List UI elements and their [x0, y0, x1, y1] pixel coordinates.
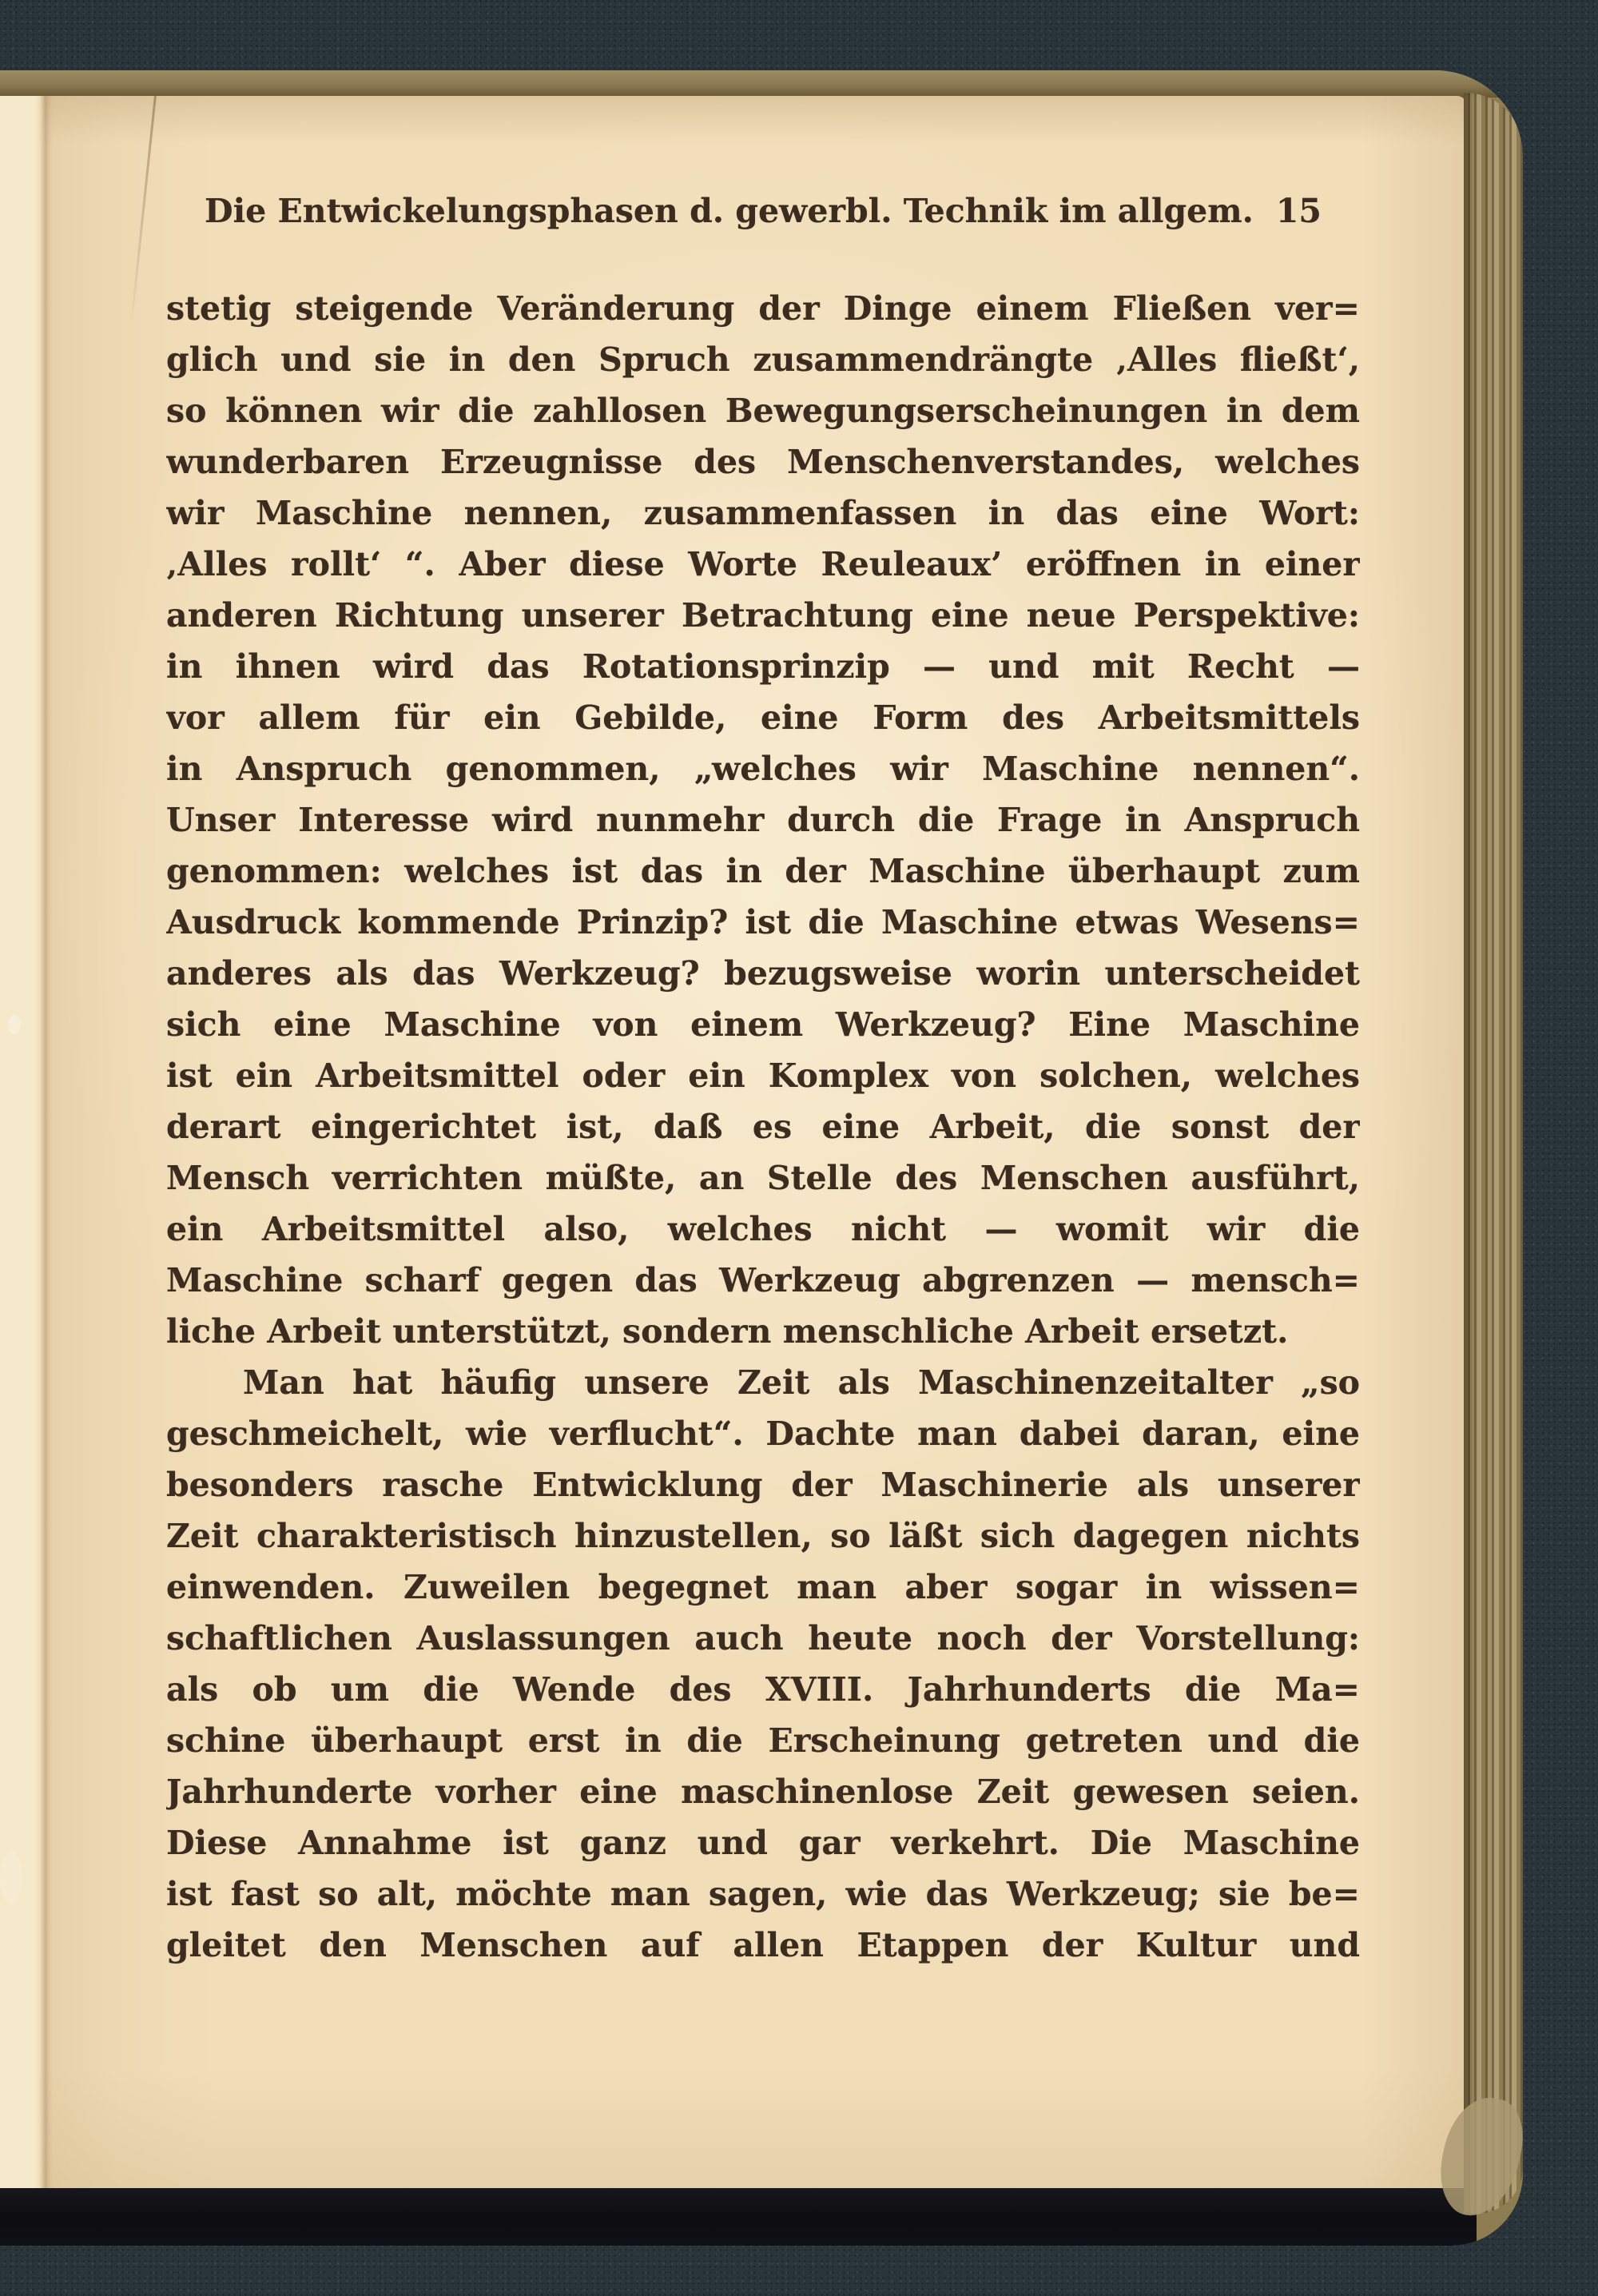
body-line: Man hat häufig unsere Zeit als Maschinenzeitalter „so: [243, 1363, 1360, 1402]
body-line: genommen: welches ist das in der Maschine überhaupt zum: [166, 852, 1360, 890]
body-line: stetig steigende Veränderung der Dinge einem Fließen ver=: [166, 289, 1360, 328]
body-line: schaftlichen Auslassungen auch heute noch der Vorstellung:: [166, 1619, 1360, 1657]
page-number: 15: [1275, 192, 1322, 230]
body-line: anderen Richtung unserer Betrachtung eine neue Perspektive:: [166, 596, 1360, 635]
page-blemish: [0, 1851, 22, 1904]
body-line: derart eingerichtet ist, daß es eine Arbeit, die sonst der: [166, 1108, 1360, 1146]
book-top-edge: [0, 70, 1523, 97]
book: [0, 70, 1523, 2246]
body-line: in Anspruch genommen, „welches wir Maschine nennen“.: [166, 750, 1360, 788]
fore-edge-pages: [1464, 93, 1523, 2214]
body-line: so können wir die zahllosen Bewegungserscheinungen in dem: [166, 392, 1360, 430]
body-line: einwenden. Zuweilen begegnet man aber sogar in wissen=: [166, 1568, 1360, 1606]
body-line: Ausdruck kommende Prinzip? ist die Maschine etwas Wesens=: [166, 903, 1360, 941]
body-line: Jahrhunderte vorher eine maschinenlose Zeit gewesen seien.: [166, 1773, 1360, 1811]
body-line: Mensch verrichten müßte, an Stelle des Menschen ausführt,: [166, 1159, 1360, 1197]
body-line: geschmeichelt, wie verflucht“. Dachte man dabei daran, eine: [166, 1415, 1360, 1453]
running-head: [166, 192, 1360, 230]
body-line: als ob um die Wende des XVIII. Jahrhunderts die Ma=: [166, 1670, 1360, 1709]
page-blemish: [8, 1015, 21, 1034]
body-line: in ihnen wird das Rotationsprinzip — und mit Recht —: [166, 647, 1360, 686]
body-line: ist ein Arbeitsmittel oder ein Komplex von solchen, welches: [166, 1056, 1360, 1095]
book-page: [0, 96, 1465, 2188]
body-line: wir Maschine nennen, zusammenfassen in das eine Wort:: [166, 494, 1360, 532]
text-block: [166, 283, 1360, 1971]
body-line: anderes als das Werkzeug? bezugsweise worin unterscheidet: [166, 954, 1360, 993]
body-line: Maschine scharf gegen das Werkzeug abgrenzen — mensch=: [166, 1261, 1360, 1299]
body-line: besonders rasche Entwicklung der Maschinerie als unserer: [166, 1466, 1360, 1504]
page-crease: [129, 90, 157, 329]
body-line: vor allem für ein Gebilde, eine Form des Arbeitsmittels: [166, 698, 1360, 737]
body-line: Unser Interesse wird nunmehr durch die Frage in Anspruch: [166, 801, 1360, 839]
book-bottom-shadow: [0, 2187, 1477, 2246]
body-line: glich und sie in den Spruch zusammendrängte ‚Alles fließt‘,: [166, 340, 1360, 379]
body-line: schine überhaupt erst in die Erscheinung getreten und die: [166, 1721, 1360, 1760]
body-line: Zeit charakteristisch hinzustellen, so läßt sich dagegen nichts: [166, 1517, 1360, 1555]
body-line: liche Arbeit unterstützt, sondern menschliche Arbeit ersetzt.: [166, 1312, 1289, 1351]
running-head-title: Die Entwickelungsphasen d. gewerbl. Technik im allgem.: [205, 192, 1254, 230]
body-line: ist fast so alt, möchte man sagen, wie das Werkzeug; sie be=: [166, 1875, 1360, 1913]
body-line: wunderbaren Erzeugnisse des Menschenverstandes, welches: [166, 443, 1360, 481]
body-line: ein Arbeitsmittel also, welches nicht — womit wir die: [166, 1210, 1360, 1248]
body-line: sich eine Maschine von einem Werkzeug? Eine Maschine: [166, 1005, 1360, 1044]
body-line: gleitet den Menschen auf allen Etappen der Kultur und: [166, 1926, 1360, 1964]
body-line: ‚Alles rollt‘ “. Aber diese Worte Reuleaux’ eröffnen in einer: [166, 545, 1360, 583]
body-line: Diese Annahme ist ganz und gar verkehrt. Die Maschine: [166, 1824, 1360, 1862]
